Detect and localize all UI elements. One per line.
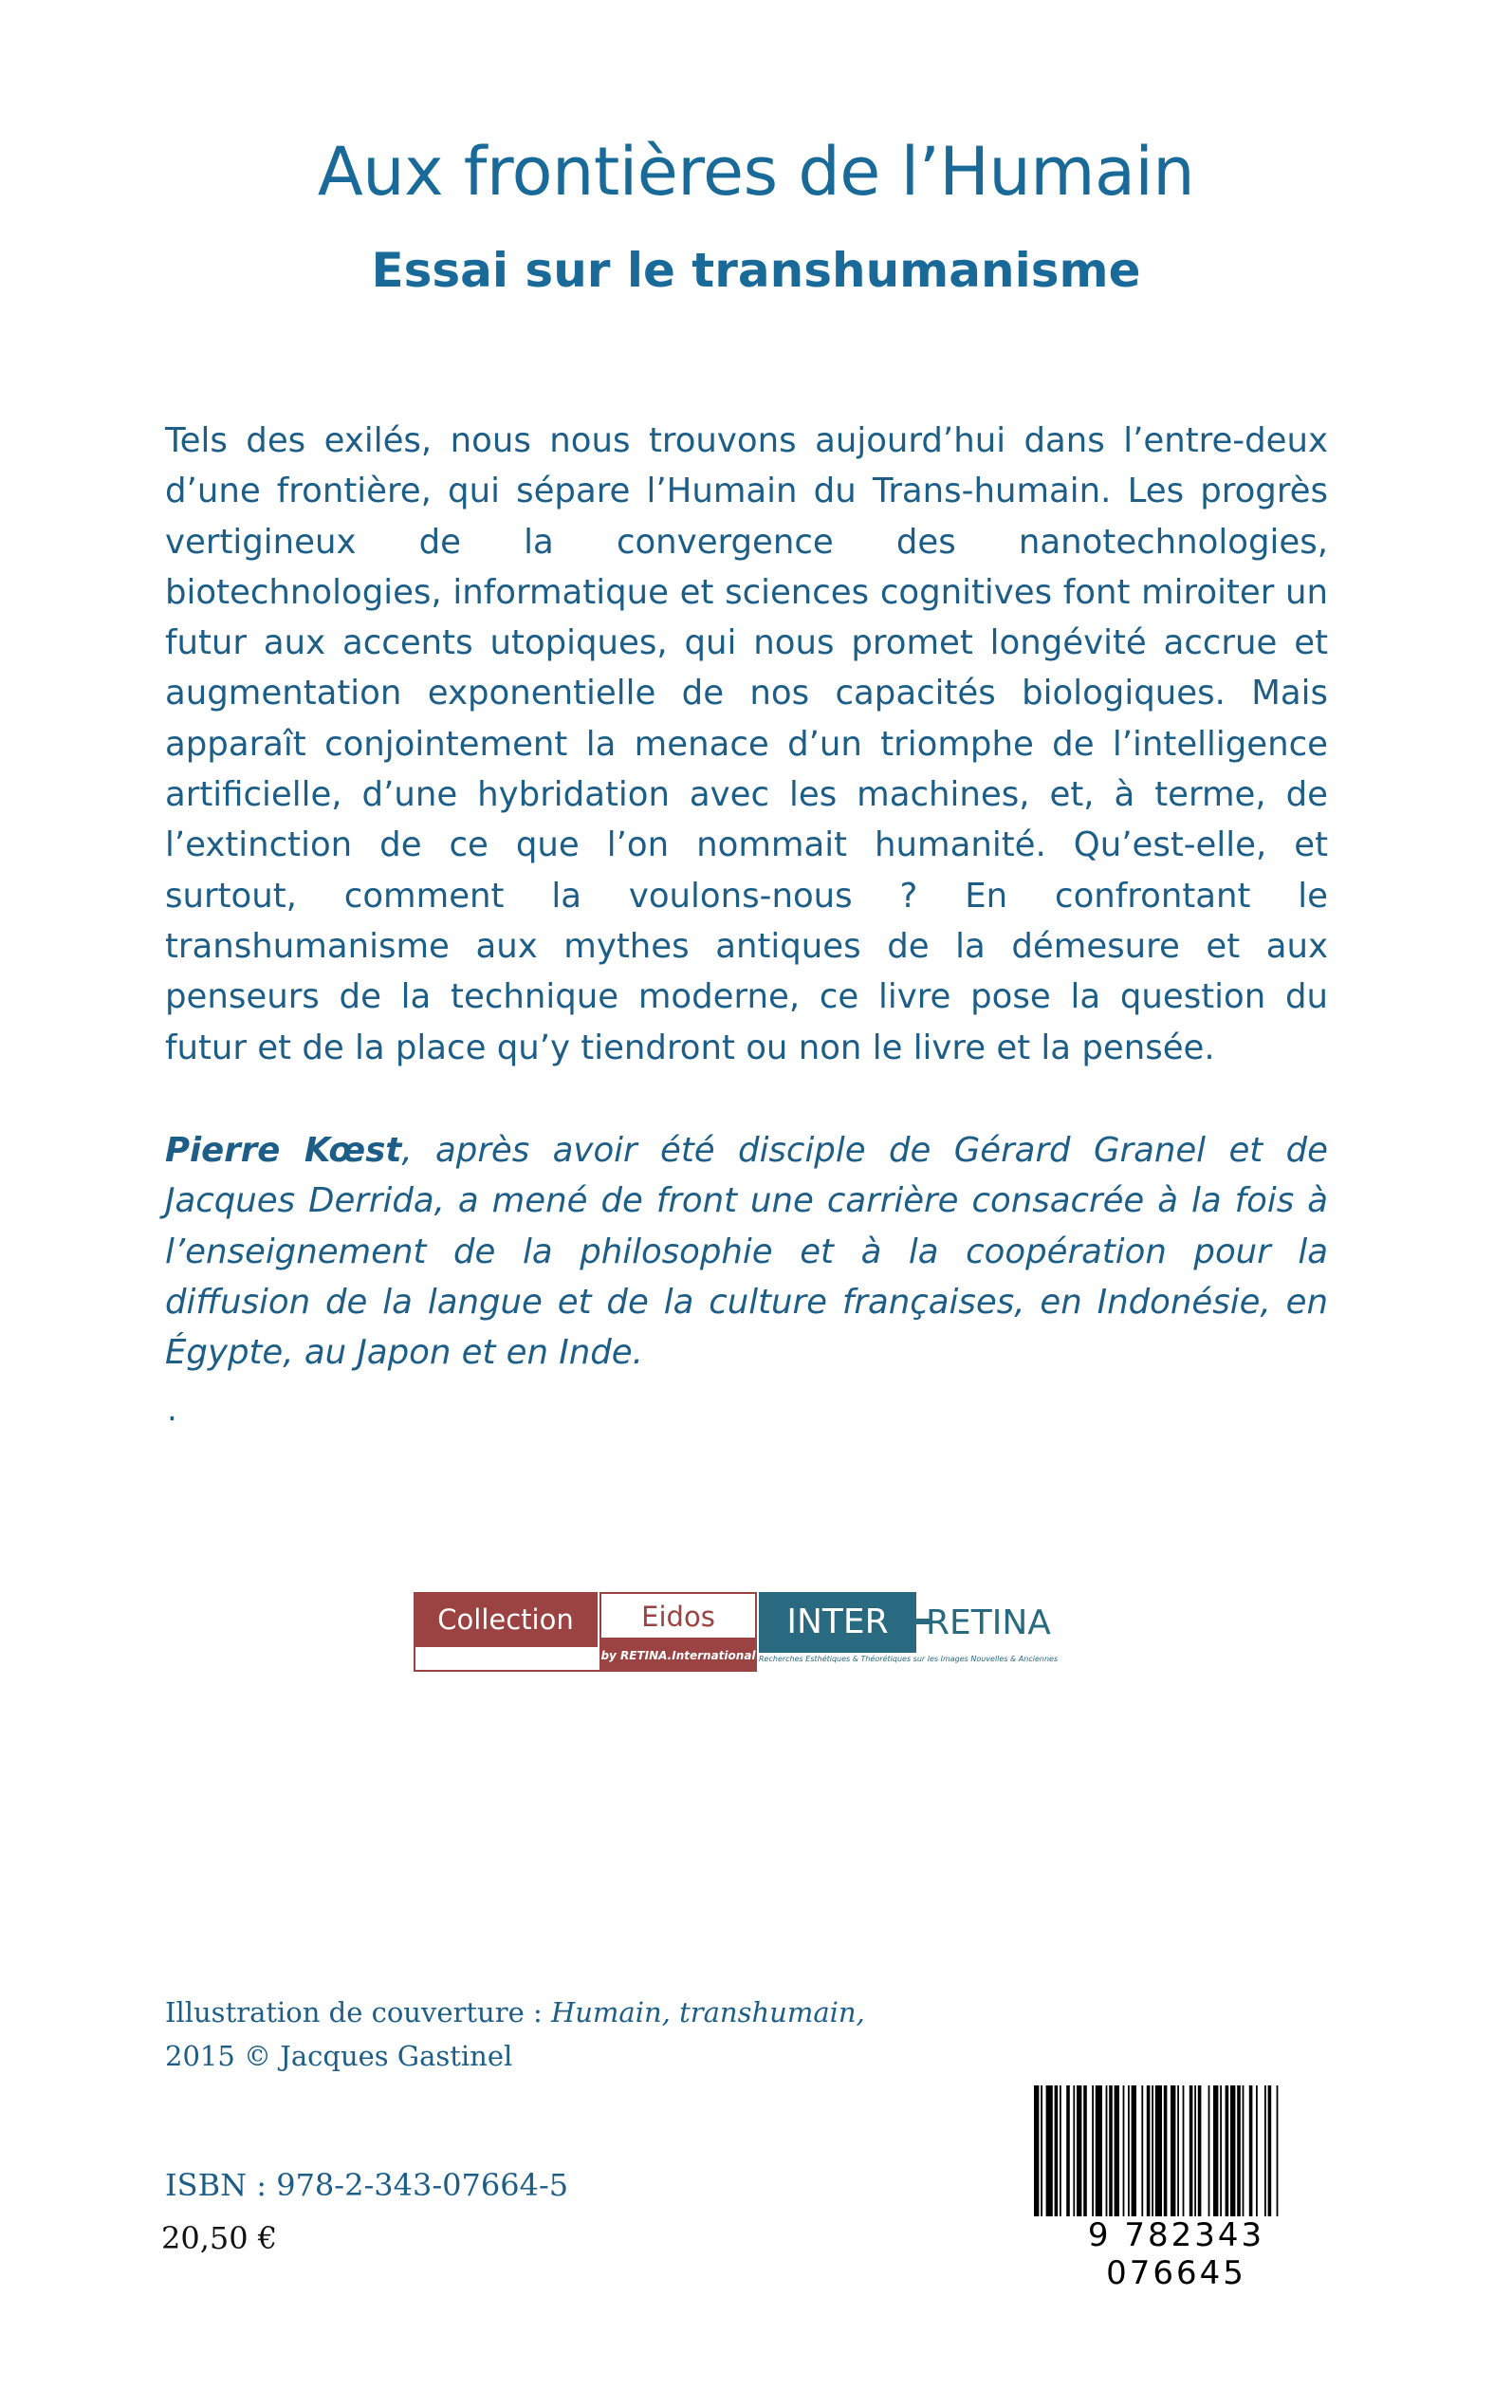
isbn: ISBN : 978-2-343-07664-5: [165, 2167, 569, 2203]
logo-retina-label: RETINA: [926, 1603, 1051, 1642]
cover-illustration-credit: [165, 1991, 886, 2078]
price: 20,50 €: [161, 2220, 278, 2256]
author-bio-text: , après avoir été disciple de Gérard Granel et de Jacques Derrida, a mené de front une carrière consacrée à la fois à l’enseignement de la philosophie et à la coopération pour la diffusion de la langue et de la culture françaises, en Indonésie, en Égypte, au Japon et en Inde.: [165, 1131, 1328, 1373]
credit-work-title: Humain, transhumain,: [550, 1996, 865, 2028]
author-bio: [165, 1125, 1328, 1378]
author-name: Pierre Kœst: [165, 1131, 402, 1170]
logo-collection-label: Collection: [414, 1592, 598, 1647]
book-subtitle: Essai sur le transhumanisme: [371, 243, 1141, 298]
book-title: Aux frontières de l’Humain: [317, 133, 1195, 211]
trailing-dot: .: [167, 1391, 177, 1429]
logo-series-label: Eidos: [599, 1592, 757, 1639]
back-cover-blurb: Tels des exilés, nous nous trouvons aujourd’hui dans l’entre-deux d’une frontière, qui sépare l’Humain du Trans-humain. Les progrès vertigineux de la convergence des nanotechnologies, biotechnologies, informatique et sciences cognitives font miroiter un futur aux accents utopiques, qui nous promet longévité accrue et augmentation exponentielle de nos capacités biologiques. Mais apparaît conjointement la menace d’un triomphe de l’intelligence artificielle, d’une hybridation avec les machines, et, à terme, de l’extinction de ce que l’on nommait humanité. Qu’est-elle, et surtout, comment la voulons-nous ? En confrontant le transhumanisme aux mythes antiques de la démesure et aux penseurs de la technique moderne, ce livre pose la question du futur et de la place qu’y tiendront ou non le livre et la pensée.: [165, 421, 1328, 1067]
logo-inter-label: INTER: [759, 1592, 916, 1653]
credit-prefix: Illustration de couverture :: [165, 1996, 551, 2028]
logo-by-label: by RETINA.International: [599, 1639, 757, 1672]
barcode-number: 9 782343 076645: [1026, 2216, 1326, 2292]
logo-tagline: Recherches Esthétiques & Théorétiques sur les Images Nouvelles & Anciennes: [759, 1655, 1059, 1663]
collection-logo: [414, 1592, 1074, 1672]
credit-line2: 2015 © Jacques Gastinel: [165, 2040, 513, 2072]
